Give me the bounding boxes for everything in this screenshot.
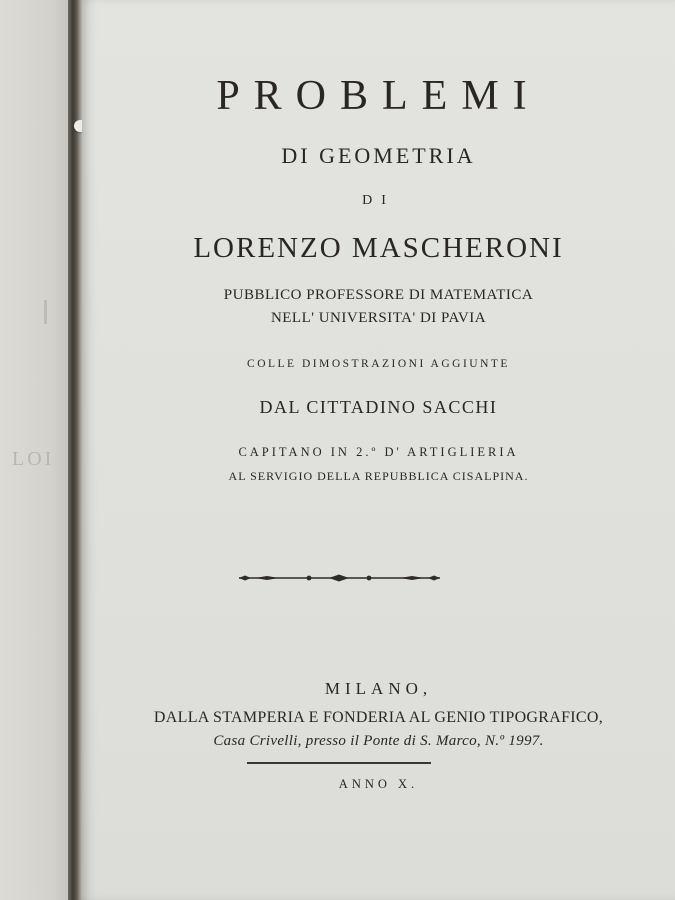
contributor-role-line-2: AL SERVIGIO DELLA REPUBBLICA CISALPINA. — [228, 469, 529, 483]
imprint-rule — [247, 762, 431, 764]
author-name: LORENZO MASCHERONI — [193, 232, 564, 264]
left-page-bleed-text: LOI — [12, 448, 55, 470]
printer-line-2: Casa Crivelli, presso il Ponte di S. Marco, N.º 1997. — [213, 733, 544, 749]
imprint-year: ANNO X. — [338, 777, 419, 791]
left-page — [0, 0, 72, 900]
imprint-place: MILANO, — [324, 679, 433, 698]
contributor-role-line-1: CAPITANO IN 2.º D' ARTIGLIERIA — [238, 445, 519, 459]
author-role-line-2: NELL' UNIVERSITA' DI PAVIA — [270, 310, 487, 326]
author-role-line-1: PUBBLICO PROFESSORE DI MATEMATICA — [223, 287, 534, 303]
left-page-bleed-mark — [44, 300, 47, 324]
binding-gutter — [68, 0, 82, 900]
ornament-rule-icon — [237, 571, 442, 585]
additions-line: COLLE DIMOSTRAZIONI AGGIUNTE — [247, 358, 510, 370]
title-page — [82, 0, 675, 900]
contributor-name: DAL CITTADINO SACCHI — [259, 397, 498, 417]
printer-line-1: DALLA STAMPERIA E FONDERIA AL GENIO TIPOGRAFICO, — [153, 709, 604, 726]
by-line: DI — [362, 193, 395, 208]
book-subtitle: DI GEOMETRIA — [281, 143, 476, 168]
book-title: PROBLEMI — [216, 73, 541, 119]
